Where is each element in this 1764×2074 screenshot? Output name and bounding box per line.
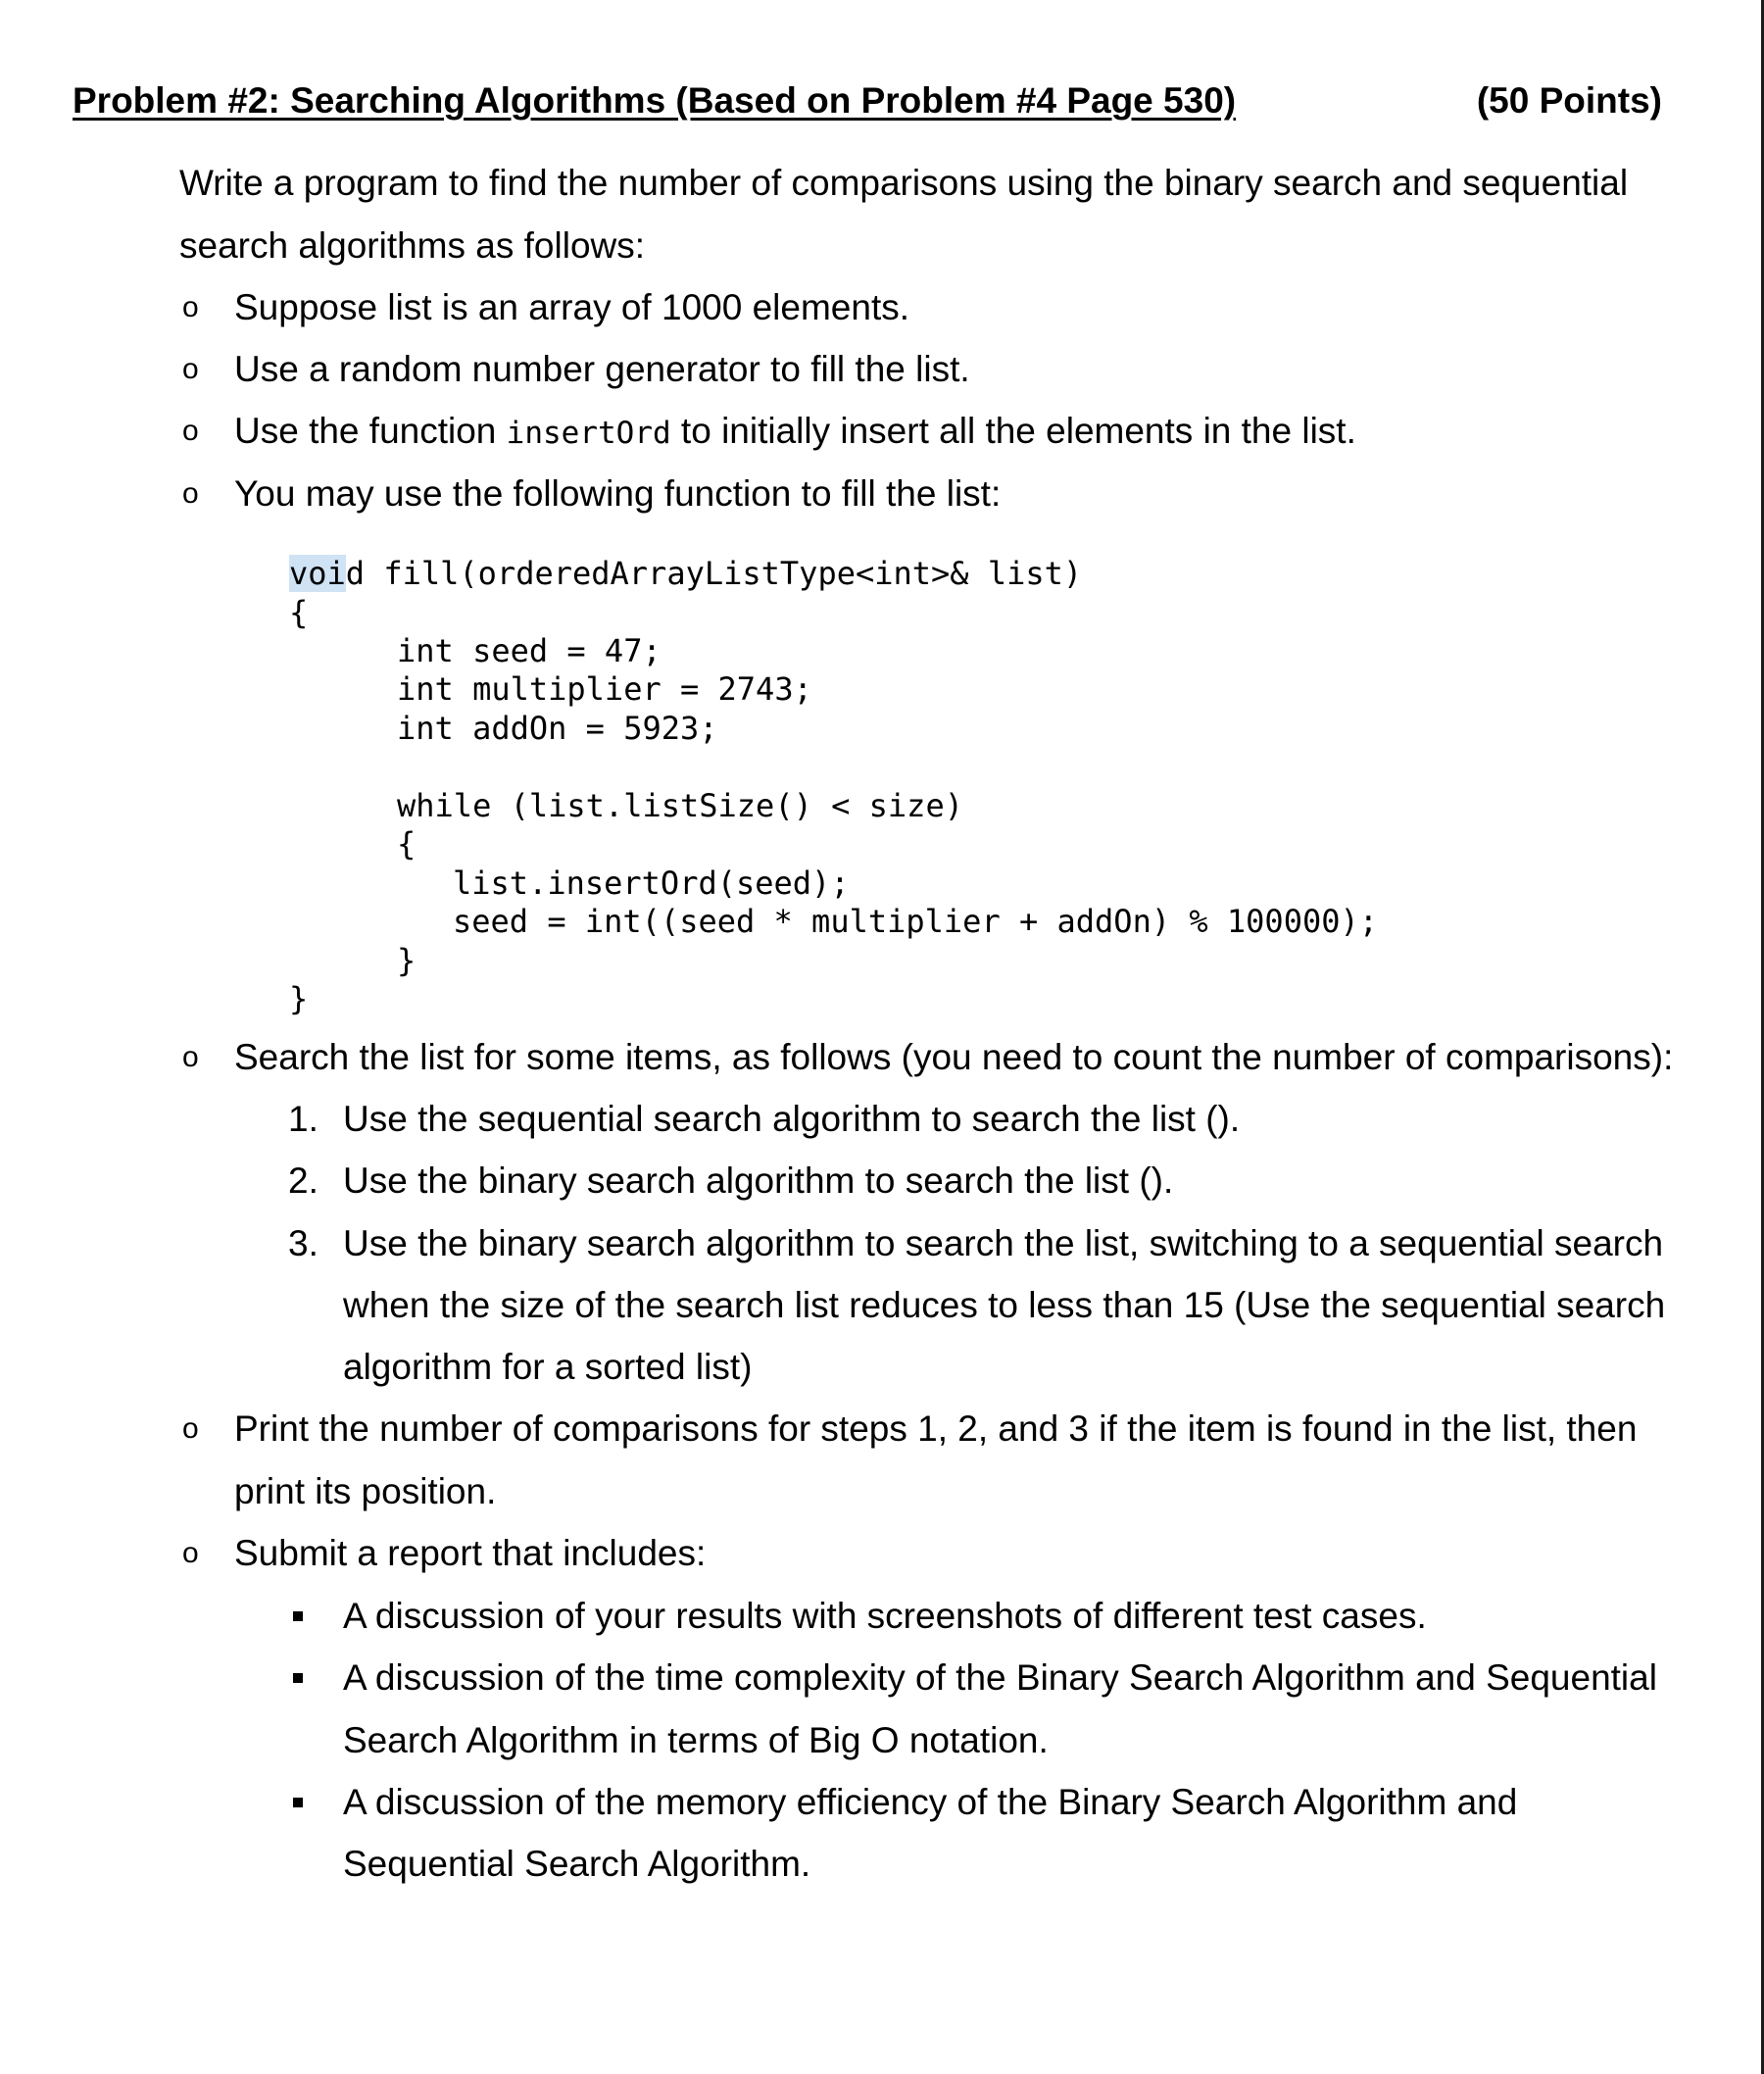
code-selection-highlight: voi <box>289 555 346 592</box>
bullet-insertord-pre: Use the function <box>234 411 507 451</box>
code-open-brace: { <box>289 594 309 631</box>
code-while: while (list.listSize() < size) <box>397 787 963 824</box>
bullet-marker: o <box>182 291 199 323</box>
intro-line-1: Write a program to find the number of comparisons using the binary search and sequential <box>179 163 1629 203</box>
code-seed-update: seed = int((seed * multiplier + addOn) % 100000); <box>453 903 1379 940</box>
step-binary: Use the binary search algorithm to search the list (). <box>343 1160 1174 1201</box>
bullet-print-line-1: Print the number of comparisons for steps 1, 2, and 3 if the item is found in the list, then <box>234 1408 1638 1449</box>
square-bullet-icon <box>293 1611 303 1621</box>
report-time-complexity-line-2: Search Algorithm in terms of Big O notation. <box>343 1720 1049 1760</box>
step-sequential: Use the sequential search algorithm to search the list (). <box>343 1099 1241 1139</box>
problem-points: (50 Points) <box>1476 80 1662 121</box>
code-insert: list.insertOrd(seed); <box>453 864 850 902</box>
step-hybrid-line-2: when the size of the search list reduces to less than 15 (Use the sequential search <box>343 1285 1666 1325</box>
step-number: 1. <box>288 1099 318 1139</box>
code-inner-close-brace: } <box>397 942 416 979</box>
bullet-insertord-post: to initially insert all the elements in the list. <box>670 411 1356 451</box>
report-time-complexity-line-1: A discussion of the time complexity of the Binary Search Algorithm and Sequential <box>343 1657 1657 1698</box>
step-number: 2. <box>288 1160 318 1201</box>
problem-header <box>73 80 1662 127</box>
square-bullet-icon <box>293 1673 303 1683</box>
report-memory-line-2: Sequential Search Algorithm. <box>343 1844 811 1884</box>
bullet-marker: o <box>182 353 199 385</box>
bullet-marker: o <box>182 1041 199 1073</box>
bullet-insertord <box>234 400 1356 465</box>
bullet-list-size: Suppose list is an array of 1000 elements. <box>234 287 909 327</box>
bullet-marker: o <box>182 415 199 447</box>
step-hybrid-line-3: algorithm for a sorted list) <box>343 1347 753 1387</box>
code-signature <box>289 555 1082 594</box>
step-number: 3. <box>288 1223 318 1263</box>
bullet-marker: o <box>182 1412 199 1445</box>
bullet-random-generator: Use a random number generator to fill the list. <box>234 349 970 389</box>
bullet-report: Submit a report that includes: <box>234 1533 707 1573</box>
report-memory-line-1: A discussion of the memory efficiency of the Binary Search Algorithm and <box>343 1782 1518 1822</box>
report-results: A discussion of your results with screenshots of different test cases. <box>343 1596 1427 1636</box>
bullet-fill-function: You may use the following function to fill the list: <box>234 473 1002 514</box>
code-inner-open-brace: { <box>397 825 416 863</box>
bullet-search-items: Search the list for some items, as follows (you need to count the number of comparisons): <box>234 1037 1674 1077</box>
code-signature-rest: d fill(orderedArrayListType<int>& list) <box>345 555 1083 592</box>
problem-title: Problem #2: Searching Algorithms (Based on Problem #4 Page 530) <box>73 80 1237 121</box>
bullet-marker: o <box>182 477 199 510</box>
inline-code-insertord: insertOrd <box>506 416 671 451</box>
step-hybrid-line-1: Use the binary search algorithm to search the list, switching to a sequential search <box>343 1223 1664 1263</box>
bullet-marker: o <box>182 1537 199 1569</box>
code-seed: int seed = 47; <box>397 632 662 669</box>
code-addon: int addOn = 5923; <box>397 710 718 747</box>
square-bullet-icon <box>293 1798 303 1807</box>
intro-line-2: search algorithms as follows: <box>179 225 646 266</box>
bullet-print-line-2: print its position. <box>234 1471 497 1511</box>
code-close-brace: } <box>289 980 309 1017</box>
code-multiplier: int multiplier = 2743; <box>397 670 812 708</box>
